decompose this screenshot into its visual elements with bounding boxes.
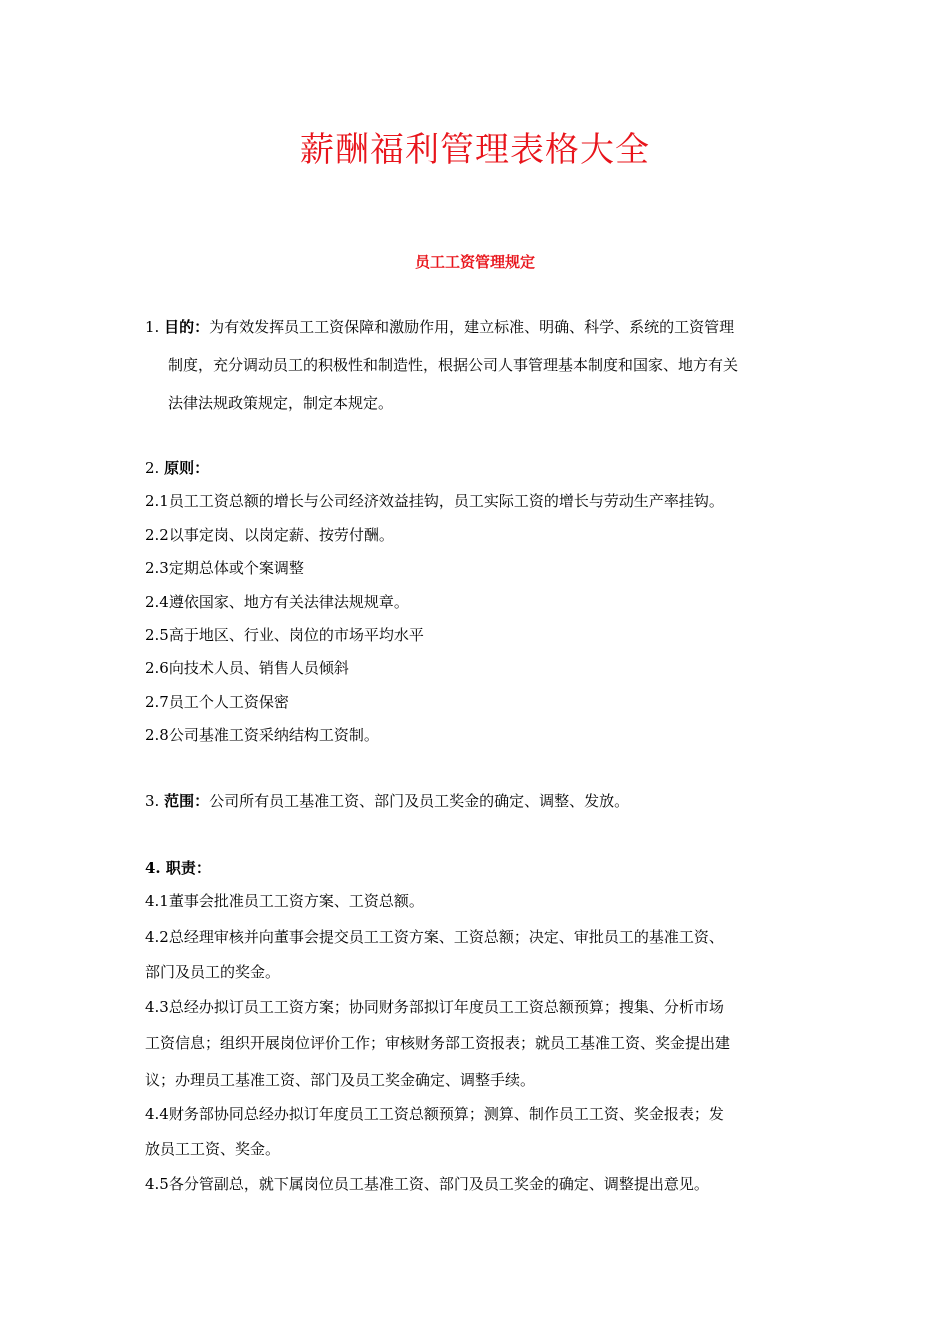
principle-item: 2.4遵依国家、地方有关法律法规规章。 bbox=[145, 593, 409, 611]
principles-heading: 原则： bbox=[164, 459, 210, 477]
scope-text: 公司所有员工基准工资、部门及员工奖金的确定、调整、发放。 bbox=[209, 792, 630, 810]
duty-line: 4.3总经办拟订员工工资方案；协同财务部拟订年度员工工资总额预算；搜集、分析市场 bbox=[145, 998, 724, 1016]
principle-item: 2.1员工工资总额的增长与公司经济效益挂钩，员工实际工资的增长与劳动生产率挂钩。 bbox=[145, 492, 724, 510]
principle-item: 2.5高于地区、行业、岗位的市场平均水平 bbox=[145, 626, 424, 644]
duty-line: 工资信息；组织开展岗位评价工作；审核财务部工资报表；就员工基准工资、奖金提出建 bbox=[145, 1034, 731, 1052]
principle-item: 2.7员工个人工资保密 bbox=[145, 693, 289, 711]
purpose-line-1 bbox=[145, 315, 815, 339]
duty-line: 部门及员工的奖金。 bbox=[145, 963, 281, 981]
section-title: 员工工资管理规定 bbox=[414, 253, 535, 271]
principle-item: 2.6向技术人员、销售人员倾斜 bbox=[145, 659, 349, 677]
principle-item: 2.8公司基准工资采纳结构工资制。 bbox=[145, 726, 379, 744]
duty-line: 放员工工资、奖金。 bbox=[145, 1140, 281, 1158]
principle-item: 2.3定期总体或个案调整 bbox=[145, 559, 304, 577]
duty-line: 4.4财务部协同总经办拟订年度员工工资总额预算；测算、制作员工工资、奖金报表；发 bbox=[145, 1105, 724, 1123]
scope-line bbox=[145, 789, 815, 813]
duty-line: 4.2总经理审核并向董事会提交员工工资方案、工资总额；决定、审批员工的基准工资、 bbox=[145, 928, 724, 946]
duty-line: 4.1董事会批准员工工资方案、工资总额。 bbox=[145, 892, 424, 910]
duty-line: 议；办理员工基准工资、部门及员工奖金确定、调整手续。 bbox=[145, 1071, 536, 1089]
purpose-line-2: 制度，充分调动员工的积极性和制造性，根据公司人事管理基本制度和国家、地方有关 bbox=[168, 356, 739, 374]
document-title: 薪酬福利管理表格大全 bbox=[300, 130, 650, 170]
principles-heading-line bbox=[145, 456, 815, 480]
scope-heading: 范围： bbox=[164, 792, 210, 810]
purpose-text-1: 为有效发挥员工工资保障和激励作用，建立标准、明确、科学、系统的工资管理 bbox=[209, 318, 735, 336]
purpose-line-3: 法律法规政策规定，制定本规定。 bbox=[168, 394, 394, 412]
scope-number: 3. bbox=[145, 792, 160, 810]
principles-number: 2. bbox=[145, 459, 160, 477]
principle-item: 2.2以事定岗、以岗定薪、按劳付酬。 bbox=[145, 526, 394, 544]
duties-heading: 4. 职责： bbox=[145, 859, 211, 877]
purpose-number: 1. bbox=[145, 318, 160, 336]
purpose-heading: 目的： bbox=[164, 318, 210, 336]
duty-line: 4.5各分管副总，就下属岗位员工基准工资、部门及员工奖金的确定、调整提出意见。 bbox=[145, 1175, 709, 1193]
